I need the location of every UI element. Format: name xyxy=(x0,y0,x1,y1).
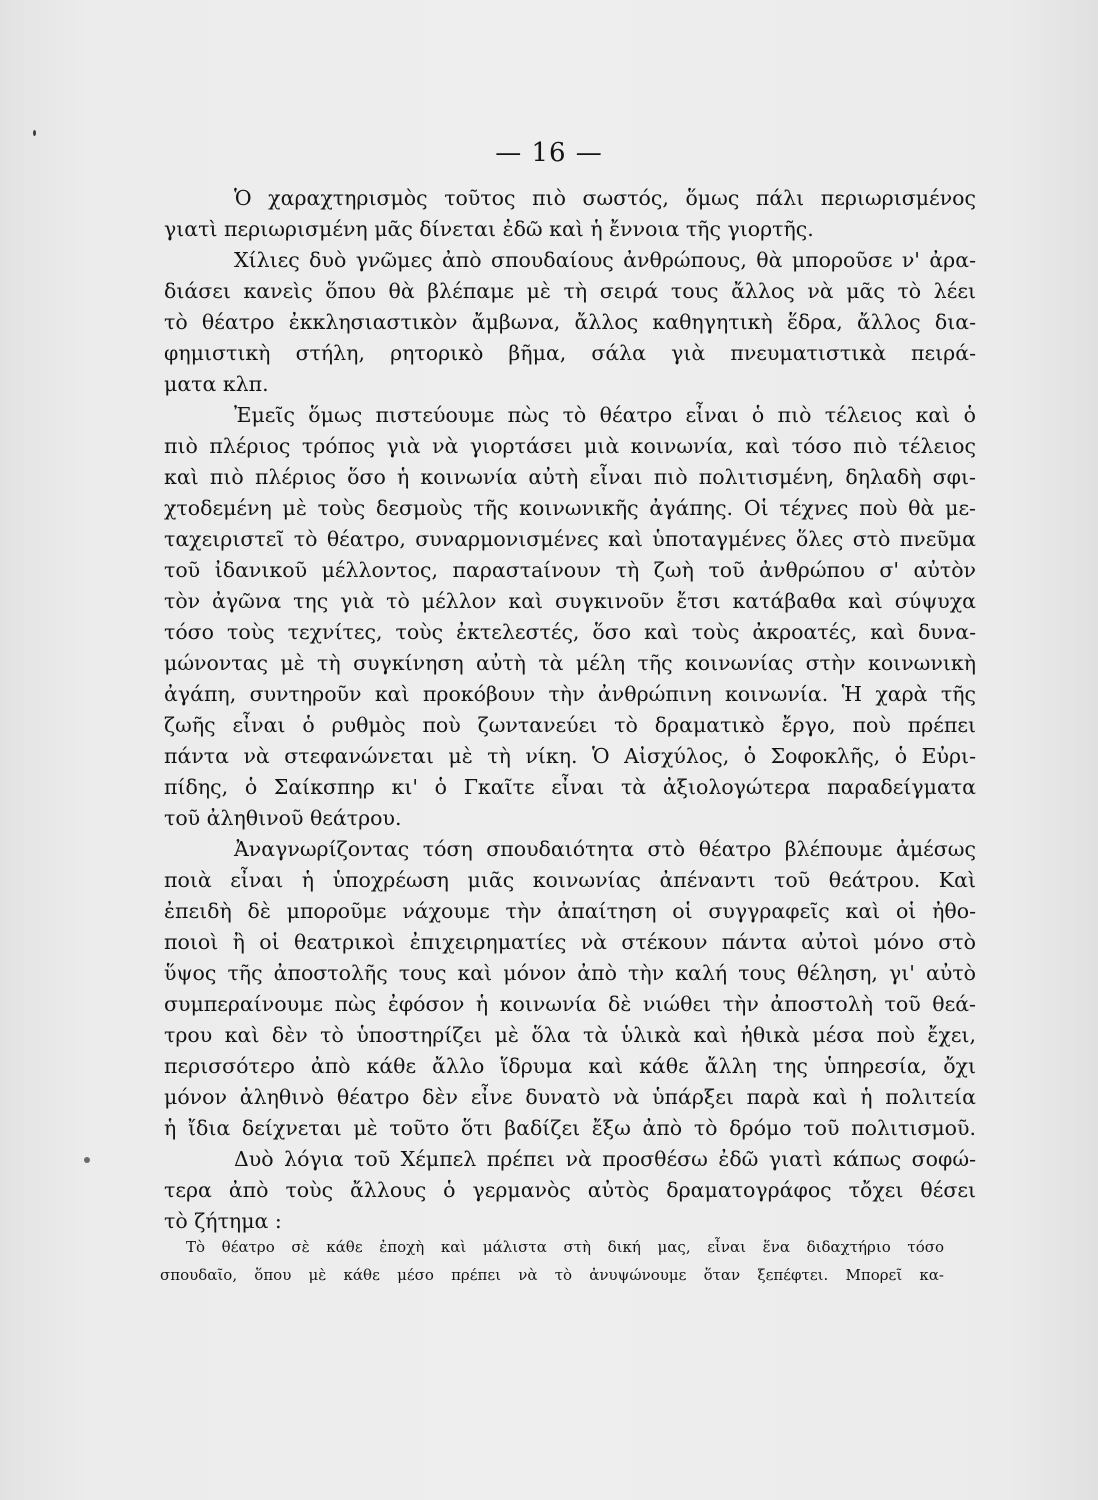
text-line: Τὸ θέατρο σὲ κάθε ἐποχὴ καὶ μάλιστα στὴ δική μας, εἶναι ἕνα διδαχτήριο τόσο xyxy=(186,1238,944,1256)
text-line: συμπεραίνουμε πὼς ἐφόσον ἡ κοινωνία δὲ νιώθει τὴν ἀποστολὴ τοῦ θεά- xyxy=(164,992,976,1016)
text-line: ποιὰ εἶναι ἡ ὑποχρέωση μιᾶς κοινωνίας ἀπέναντι τοῦ θεάτρου. Καὶ xyxy=(164,868,976,892)
text-line: πιὸ πλέριος τρόπος γιὰ νὰ γιορτάσει μιὰ κοινωνία, καὶ τόσο πιὸ τέλειος xyxy=(164,434,976,458)
text-line: ζωῆς εἶναι ὁ ρυθμὸς ποὺ ζωντανεύει τὸ δραματικὸ ἔργο, ποὺ πρέπει xyxy=(164,713,976,737)
page-number: — 16 — xyxy=(495,138,603,168)
text-line: καὶ πιὸ πλέριος ὅσο ἡ κοινωνία αὐτὴ εἶναι πιὸ πολιτισμένη, δηλαδὴ σφι- xyxy=(164,465,976,489)
text-line: τρου καὶ δὲν τὸ ὑποστηρίζει μὲ ὅλα τὰ ὑλικὰ καὶ ἠθικὰ μέσα ποὺ ἔχει, xyxy=(164,1023,976,1047)
text-line: Δυὸ λόγια τοῦ Χέμπελ πρέπει νὰ προσθέσω ἐδῶ γιατὶ κάπως σοφώ- xyxy=(234,1147,976,1171)
text-line: πάντα νὰ στεφανώνεται μὲ τὴ νίκη. Ὁ Αἰσχύλος, ὁ Σοφοκλῆς, ὁ Εὐρι- xyxy=(164,744,976,768)
text-line: τόσο τοὺς τεχνίτες, τοὺς ἐκτελεστές, ὅσο καὶ τοὺς ἀκροατές, καὶ δυνα- xyxy=(164,620,976,644)
text-line: τὸ θέατρο ἐκκλησιαστικὸν ἄμβωνα, ἄλλος καθηγητικὴ ἕδρα, ἄλλος δια- xyxy=(164,310,976,334)
scan-speck xyxy=(33,130,36,136)
text-line: τερα ἀπὸ τοὺς ἄλλους ὁ γερμανὸς αὐτὸς δραματογράφος τὄχει θέσει xyxy=(164,1178,976,1202)
footnote-text xyxy=(160,1233,944,1289)
text-line: ἀγάπη, συντηροῦν καὶ προκόβουν τὴν ἀνθρώπινη κοινωνία. Ἡ χαρὰ τῆς xyxy=(164,682,976,706)
text-line: ταχειριστεῖ τὸ θέατρο, συναρμονισμένες καὶ ὑποταγμένες ὅλες στὸ πνεῦμα xyxy=(164,527,976,551)
text-line: ἡ ἴδια δείχνεται μὲ τοῦτο ὅτι βαδίζει ἔξω ἀπὸ τὸ δρόμο τοῦ πολιτισμοῦ. xyxy=(164,1116,976,1140)
scan-speck xyxy=(84,1157,90,1163)
text-line: Ἐμεῖς ὅμως πιστεύουμε πὼς τὸ θέατρο εἶναι ὁ πιὸ τέλειος καὶ ὁ xyxy=(234,403,976,427)
text-line: φημιστικὴ στήλη, ρητορικὸ βῆμα, σάλα γιὰ πνευματιστικὰ πειρά- xyxy=(164,341,976,365)
text-line: τοῦ ἀληθινοῦ θεάτρου. xyxy=(164,806,402,830)
text-line: περισσότερο ἀπὸ κάθε ἄλλο ἵδρυμα καὶ κάθε ἄλλη της ὑπηρεσία, ὄχι xyxy=(164,1054,976,1078)
text-line: Ἀναγνωρίζοντας τόση σπουδαιότητα στὸ θέατρο βλέπουμε ἀμέσως xyxy=(234,837,976,861)
text-line: πίδης, ὁ Σαίκσπηρ κι' ὁ Γκαῖτε εἶναι τὰ ἀξιολογώτερα παραδείγματα xyxy=(164,775,976,799)
text-line: μώνοντας μὲ τὴ συγκίνηση αὐτὴ τὰ μέλη τῆς κοινωνίας στὴν κοινωνικὴ xyxy=(164,651,976,675)
text-line: τοῦ ἰδανικοῦ μέλλοντος, παραστaίνουν τὴ ζωὴ τοῦ ἀνθρώπου σ' αὐτὸν xyxy=(164,558,976,582)
text-line: σπουδαῖο, ὅπου μὲ κάθε μέσο πρέπει νὰ τὸ ἀνυψώνουμε ὅταν ξεπέφτει. Μπορεῖ κα- xyxy=(160,1266,944,1284)
body-text xyxy=(164,183,976,1237)
text-line: ἐπειδὴ δὲ μποροῦμε νάχουμε τὴν ἀπαίτηση οἱ συγγραφεῖς καὶ οἱ ἠθο- xyxy=(164,899,976,923)
text-line: τὸ ζήτημα : xyxy=(164,1209,282,1233)
text-line: ποιοὶ ἢ οἱ θεατρικοὶ ἐπιχειρηματίες νὰ στέκουν πάντα αὐτοὶ μόνο στὸ xyxy=(164,930,976,954)
text-line: γιατὶ περιωρισμένη μᾶς δίνεται ἐδῶ καὶ ἡ ἔννοια τῆς γιορτῆς. xyxy=(164,217,814,241)
text-line: ὕψος τῆς ἀποστολῆς τους καὶ μόνον ἀπὸ τὴν καλή τους θέληση, γι' αὐτὸ xyxy=(164,961,976,985)
text-line: μόνον ἀληθινὸ θέατρο δὲν εἶνε δυνατὸ νὰ ὑπάρξει παρὰ καὶ ἡ πολιτεία xyxy=(164,1085,976,1109)
text-line: διάσει κανεὶς ὅπου θὰ βλέπαμε μὲ τὴ σειρά τους ἄλλος νὰ μᾶς τὸ λέει xyxy=(164,279,976,303)
text-line: ματα κλπ. xyxy=(164,372,269,396)
text-line: χτοδεμένη μὲ τοὺς δεσμοὺς τῆς κοινωνικῆς ἀγάπης. Οἱ τέχνες ποὺ θὰ με- xyxy=(164,496,976,520)
text-line: Χίλιες δυὸ γνῶμες ἀπὸ σπουδαίους ἀνθρώπους, θὰ μποροῦσε ν' ἀρα- xyxy=(234,248,976,272)
text-line: Ὁ χαραχτηρισμὸς τοῦτος πιὸ σωστός, ὅμως πάλι περιωρισμένος xyxy=(234,186,976,210)
text-line: τὸν ἀγῶνα της γιὰ τὸ μέλλον καὶ συγκινοῦν ἔτσι κατάβαθα καὶ σύψυχα xyxy=(164,589,976,613)
